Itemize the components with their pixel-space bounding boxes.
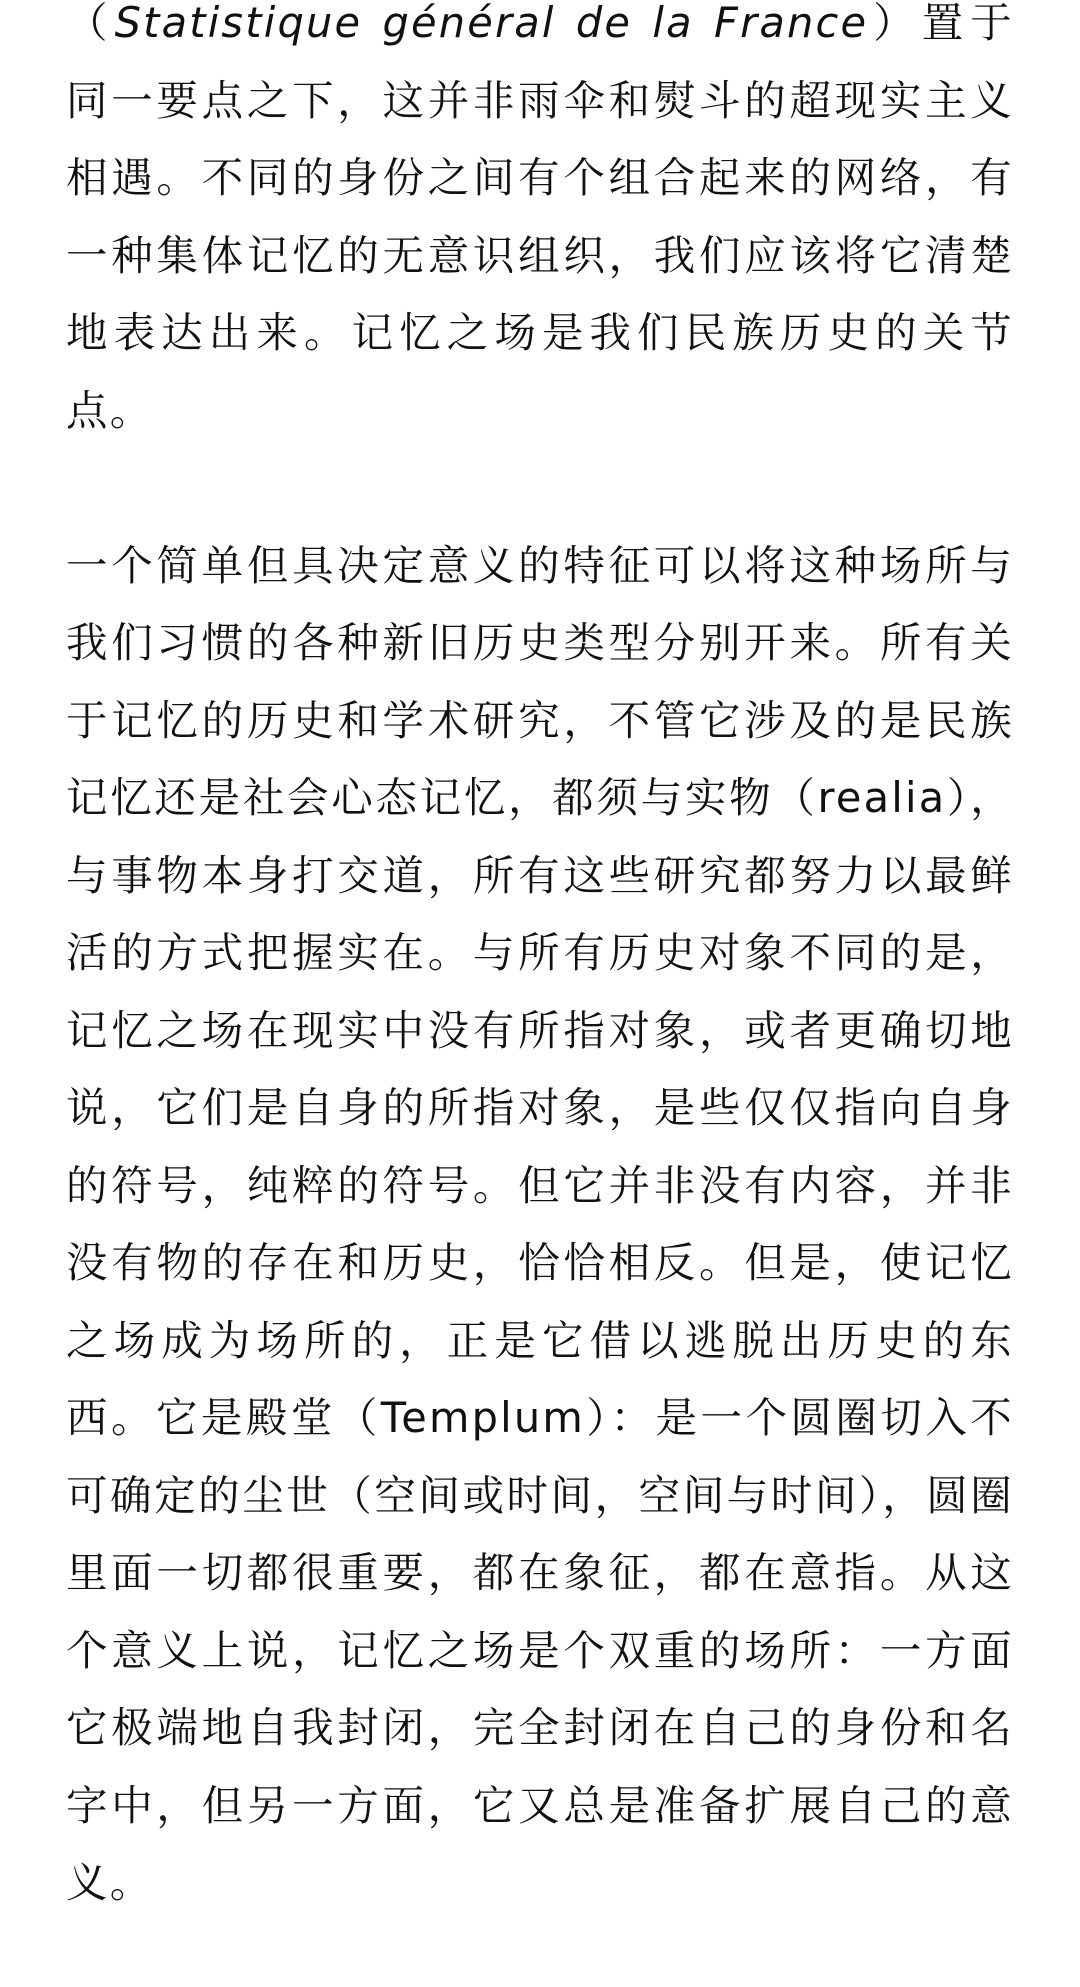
paragraph-2: 一个简单但具决定意义的特征可以将这种场所与我们习惯的各种新旧历史类型分别开来。所有关于记忆的历史和学术研究，不管它涉及的是民族记忆还是社会心态记忆，都须与实物（realia），与事物本身打交道，所有这些研究都努力以最鲜活的方式把握实在。与所有历史对象不同的是，记忆之场在现实中没有所指对象，或者更确切地说，它们是自身的所指对象，是些仅仅指向自身的符号，纯粹的符号。但它并非没有内容，并非没有物的存在和历史，恰恰相反。但是，使记忆之场成为场所的，正是它借以逃脱出历史的东西。它是殿堂（Templum）：是一个圆圈切入不可确定的尘世（空间或时间，空间与时间），圆圈里面一切都很重要，都在象征，都在意指。从这个意义上说，记忆之场是个双重的场所：一方面它极端地自我封闭，完全封闭在自己的身份和名字中，但另一方面，它又总是准备扩展自己的意义。 bbox=[66, 540, 1014, 1907]
paragraph-1-italic-title: Statistique général de la France bbox=[114, 0, 869, 47]
paragraph-spacer bbox=[66, 449, 1014, 527]
paragraph-1-open-paren: （ bbox=[66, 0, 115, 47]
paragraph-1-body: ）置于同一要点之下，这并非雨伞和熨斗的超现实主义相遇。不同的身份之间有个组合起来的网络，有一种集体记忆的无意识组织，我们应该将它清楚地表达出来。记忆之场是我们民族历史的关节点。 bbox=[66, 0, 1015, 435]
paragraph-1 bbox=[66, 0, 1014, 449]
